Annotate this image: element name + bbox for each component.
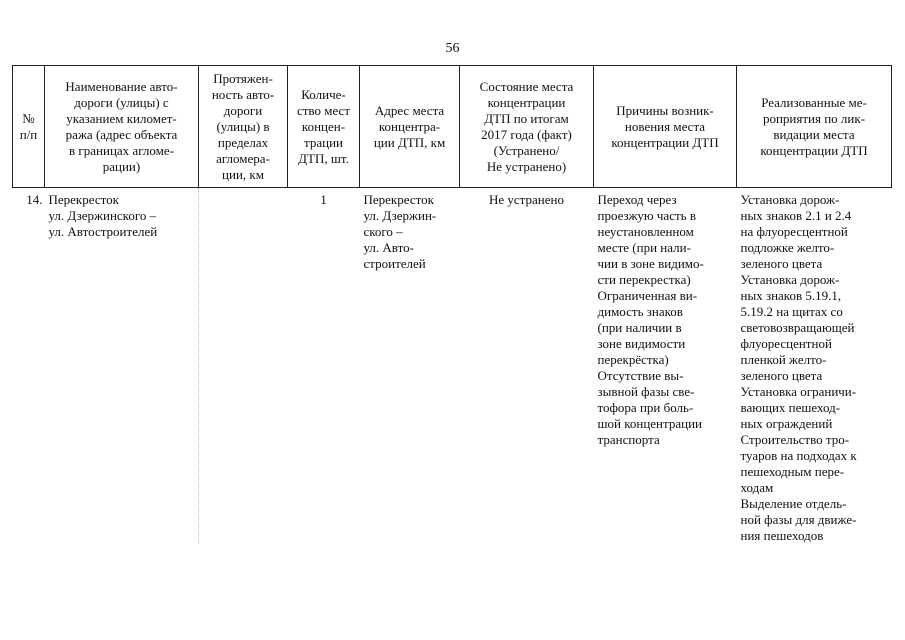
text-line: 2017 года (факт)	[481, 126, 572, 142]
text-line: Строительство тро-	[740, 432, 850, 447]
text-line: Перекресток	[48, 192, 119, 207]
text-line: концентрации	[487, 94, 566, 110]
header-number	[13, 66, 45, 188]
text-line: Адрес места	[374, 102, 445, 118]
text-line: световозвращающей	[740, 320, 855, 335]
text-line: Выделение отдель-	[740, 496, 847, 511]
text-line: проезжую часть в	[597, 208, 696, 223]
text-line: чии в зоне видимо-	[597, 256, 704, 271]
text-line: Установка ограничи-	[740, 384, 857, 399]
text-line: видации места	[773, 126, 855, 142]
text-line: пешеходным пере-	[740, 464, 845, 479]
text-line: тофора при боль-	[597, 400, 694, 415]
text-line: ных ограждений	[740, 416, 833, 431]
header-causes	[594, 66, 737, 188]
row-count: 1	[320, 192, 327, 207]
text-line: Наименование авто-	[65, 78, 178, 94]
text-line: перекрёстка)	[597, 352, 669, 367]
text-line: подложке желто-	[740, 240, 835, 255]
text-line: Переход через	[597, 192, 677, 207]
text-line: №	[22, 110, 35, 126]
text-line: Отсутствие вы-	[597, 368, 684, 383]
row-number: 14.	[26, 192, 43, 207]
text-line: 5.19.2 на щитах со	[740, 304, 843, 319]
text-line: ной фазы для движе-	[740, 512, 857, 527]
row-road	[45, 188, 199, 545]
header-status	[460, 66, 594, 188]
text-line: ных знаков 2.1 и 2.4	[740, 208, 852, 223]
table-row	[13, 188, 892, 545]
row-length	[199, 188, 288, 545]
text-line: зывной фазы све-	[597, 384, 695, 399]
text-line: Количе-	[301, 86, 346, 102]
text-line: ния пешеходов	[740, 528, 824, 543]
text-line: ходам	[740, 480, 774, 495]
text-line: ство мест	[296, 102, 351, 118]
text-line: зоне видимости	[597, 336, 686, 351]
text-line: Ограниченная ви-	[597, 288, 698, 303]
text-line: ского –	[363, 224, 403, 239]
page-number: 56	[445, 41, 460, 56]
text-line: (при наличии в	[597, 320, 682, 335]
text-line: зеленого цвета	[740, 368, 823, 383]
text-line: пленкой желто-	[740, 352, 827, 367]
row-address	[360, 188, 460, 545]
text-line: ул. Автостроителей	[48, 224, 158, 239]
dtp-table	[12, 65, 892, 544]
text-line: ДТП, шт.	[298, 150, 349, 166]
text-line: месте (при нали-	[597, 240, 691, 255]
text-line: строителей	[363, 256, 426, 271]
row-causes	[594, 188, 737, 545]
text-line: туаров на подходах к	[740, 448, 857, 463]
text-line: сти перекрестка)	[597, 272, 691, 287]
header-road-name	[45, 66, 199, 188]
text-line: концен-	[301, 118, 346, 134]
text-line: Не устранено)	[486, 158, 567, 174]
text-line: ность авто-	[211, 86, 275, 102]
text-line: ции, км	[222, 166, 264, 182]
text-line: ража (адрес объекта	[65, 126, 178, 142]
text-line: Реализованные ме-	[761, 94, 867, 110]
row-measures	[737, 188, 892, 545]
text-line: вающих пешеход-	[740, 400, 841, 415]
text-line: флуоресцентной	[740, 336, 832, 351]
text-line: дороги (улицы) с	[74, 94, 169, 110]
text-line: агломера-	[216, 150, 270, 166]
text-line: ДТП по итогам	[484, 110, 569, 126]
text-line: ул. Авто-	[363, 240, 414, 255]
text-line: п/п	[19, 126, 38, 142]
text-line: дороги	[223, 102, 263, 118]
text-line: транспорта	[597, 432, 660, 447]
header-road-length	[199, 66, 288, 188]
text-line: ции ДТП, км	[373, 134, 446, 150]
header-address	[360, 66, 460, 188]
header-row	[13, 66, 892, 188]
text-line: Протяжен-	[213, 70, 273, 86]
text-line: ул. Дзержин-	[363, 208, 437, 223]
text-line: димость знаков	[597, 304, 683, 319]
text-line: Перекресток	[363, 192, 434, 207]
text-line: неустановленном	[597, 224, 694, 239]
text-line: указанием километ-	[66, 110, 177, 126]
text-line: ных знаков 5.19.1,	[740, 288, 842, 303]
text-line: ул. Дзержинского –	[48, 208, 157, 223]
text-line: зеленого цвета	[740, 256, 823, 271]
text-line: шой концентрации	[597, 416, 702, 431]
text-line: (улицы) в	[216, 118, 270, 134]
text-line: (Устранено/	[493, 142, 560, 158]
text-line: Установка дорож-	[740, 192, 840, 207]
row-status: Не устранено	[489, 192, 564, 207]
text-line: концентра-	[378, 118, 441, 134]
text-line: рации)	[102, 158, 141, 174]
text-line: роприятия по лик-	[762, 110, 866, 126]
text-line: концентрации ДТП	[611, 134, 719, 150]
text-line: Установка дорож-	[740, 272, 840, 287]
text-line: новения места	[624, 118, 706, 134]
text-line: концентрации ДТП	[760, 142, 868, 158]
header-measures	[737, 66, 892, 188]
header-count	[288, 66, 360, 188]
text-line: Причины возник-	[616, 102, 714, 118]
text-line: Состояние места	[479, 78, 574, 94]
text-line: пределах	[217, 134, 269, 150]
text-line: на флуоресцентной	[740, 224, 848, 239]
text-line: в границах агломе-	[69, 142, 174, 158]
text-line: трации	[304, 134, 343, 150]
